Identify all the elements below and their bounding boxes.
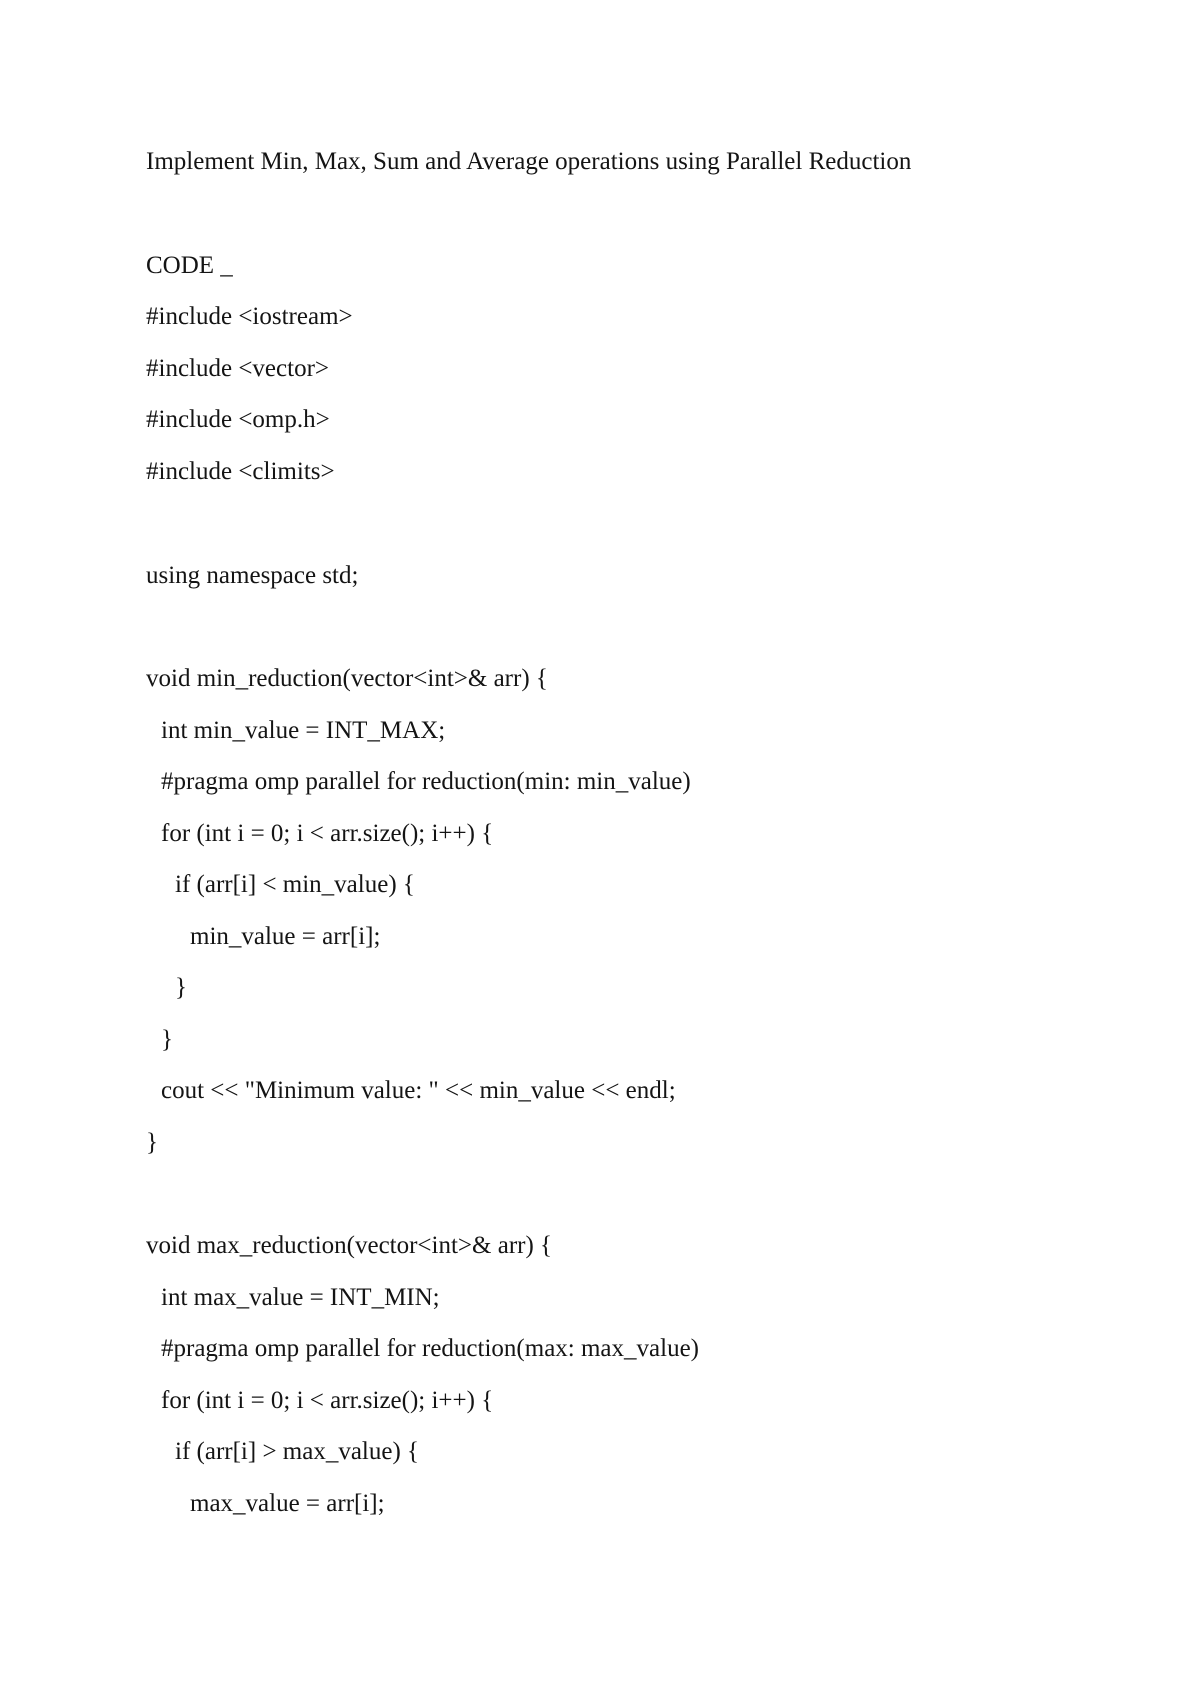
code-line: using namespace std; bbox=[146, 562, 359, 589]
code-line: #include <omp.h> bbox=[146, 406, 330, 433]
code-line: min_value = arr[i]; bbox=[190, 923, 381, 950]
code-line: int min_value = INT_MAX; bbox=[161, 717, 446, 744]
code-line: cout << "Minimum value: " << min_value << endl; bbox=[161, 1077, 676, 1104]
code-line: if (arr[i] > max_value) { bbox=[175, 1438, 420, 1465]
code-line: #include <iostream> bbox=[146, 303, 353, 330]
document-title: Implement Min, Max, Sum and Average operations using Parallel Reduction bbox=[146, 148, 912, 175]
code-line: #include <vector> bbox=[146, 355, 329, 382]
code-line: } bbox=[161, 1026, 173, 1053]
code-line: int max_value = INT_MIN; bbox=[161, 1284, 440, 1311]
code-line: for (int i = 0; i < arr.size(); i++) { bbox=[161, 1387, 494, 1414]
code-label: CODE _ bbox=[146, 252, 233, 279]
code-line: } bbox=[146, 1129, 158, 1156]
code-line: max_value = arr[i]; bbox=[190, 1490, 385, 1517]
code-line: void max_reduction(vector<int>& arr) { bbox=[146, 1232, 553, 1259]
code-line: #pragma omp parallel for reduction(max: max_value) bbox=[161, 1335, 699, 1362]
code-line: if (arr[i] < min_value) { bbox=[175, 871, 415, 898]
code-line: #pragma omp parallel for reduction(min: min_value) bbox=[161, 768, 691, 795]
code-line: void min_reduction(vector<int>& arr) { bbox=[146, 665, 548, 692]
code-line: for (int i = 0; i < arr.size(); i++) { bbox=[161, 820, 494, 847]
code-line: #include <climits> bbox=[146, 458, 335, 485]
code-line: } bbox=[175, 974, 187, 1001]
